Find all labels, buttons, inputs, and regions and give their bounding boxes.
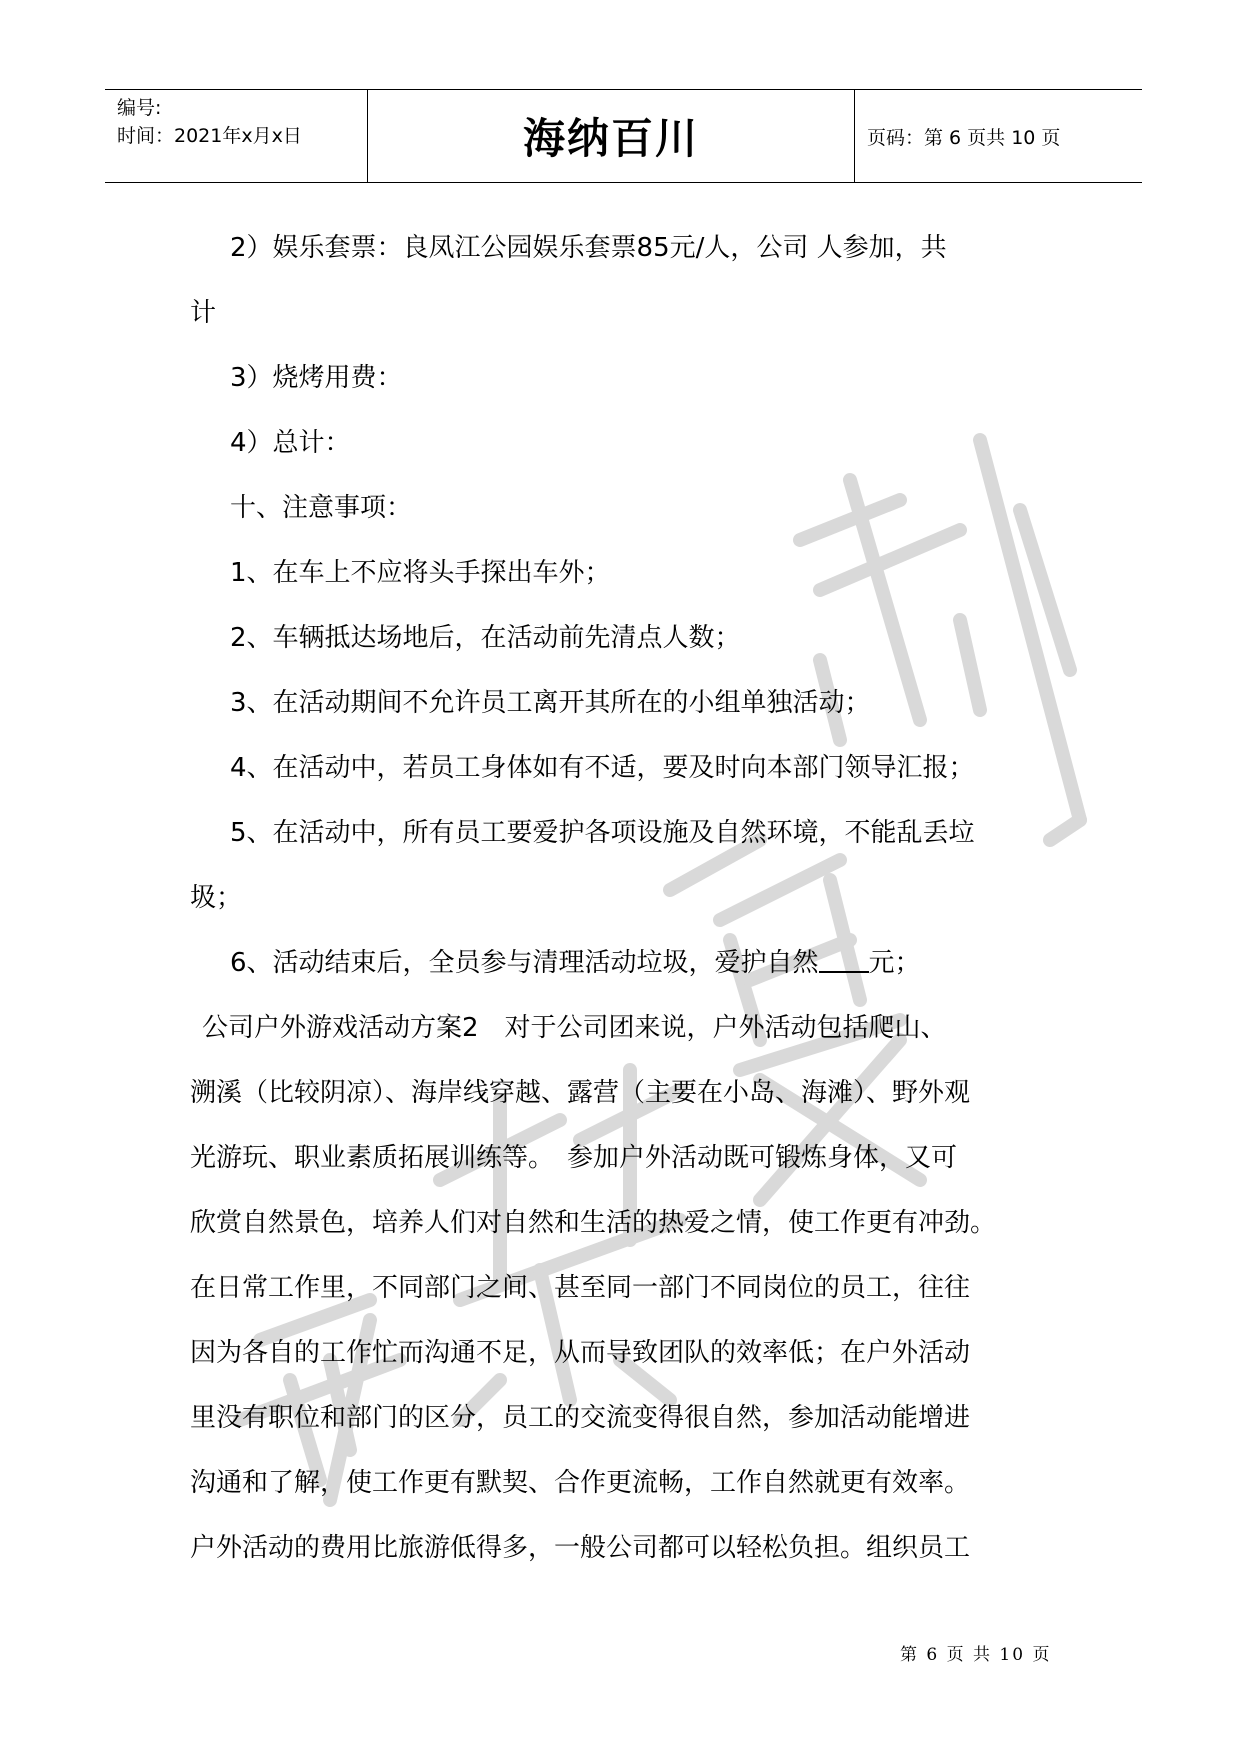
section-heading: 十、注意事项： [230, 493, 413, 523]
serial-label: 编号: [117, 97, 162, 119]
item6-suffix: 元； [868, 948, 921, 978]
text-line: 2）娱乐套票：良凤江公园娱乐套票85元/人，公司 人参加，共 [230, 233, 947, 263]
list-item: 5、在活动中，所有员工要爱护各项设施及自然环境，不能乱丢垃 [230, 818, 975, 848]
header-table [105, 89, 1142, 183]
paragraph-line: 欣赏自然景色，培养人们对自然和生活的热爱之情，使工作更有冲劲。 [190, 1208, 997, 1238]
blank-underline [819, 945, 869, 973]
paragraph-line: 公司户外游戏活动方案2 对于公司团来说，户外活动包括爬山、 [202, 1013, 947, 1043]
page-number-label: 页码：第 6 页共 10 页 [867, 126, 1061, 149]
paragraph-line: 光游玩、职业素质拓展训练等。 参加户外活动既可锻炼身体，又可 [190, 1143, 958, 1173]
list-item: 4、在活动中，若员工身体如有不适，要及时向本部门领导汇报； [230, 753, 975, 783]
list-item: 3、在活动期间不允许员工离开其所在的小组单独活动； [230, 688, 871, 718]
paragraph-line: 户外活动的费用比旅游低得多，一般公司都可以轻松负担。组织员工 [190, 1533, 971, 1563]
time-label: 时间：2021年x月x日 [117, 125, 302, 147]
list-item: 1、在车上不应将头手探出车外； [230, 558, 611, 588]
paragraph-line: 因为各自的工作忙而沟通不足，从而导致团队的效率低；在户外活动 [190, 1338, 971, 1368]
text-line: 计 [190, 298, 217, 328]
list-item-continuation: 圾； [190, 883, 243, 913]
item6-text: 6、活动结束后，全员参与清理活动垃圾，爱护自然 [230, 948, 819, 978]
footer-page-number: 第 6 页 共 10 页 [900, 1645, 1052, 1665]
text-line: 4）总计： [230, 428, 351, 458]
header-title: 海纳百川 [368, 90, 855, 182]
paragraph-line: 溯溪（比较阴凉）、海岸线穿越、露营（主要在小岛、海滩）、野外观 [190, 1078, 971, 1108]
paragraph-line: 在日常工作里，不同部门之间、甚至同一部门不同岗位的员工，往往 [190, 1273, 971, 1303]
paragraph-line: 里没有职位和部门的区分，员工的交流变得很自然，参加活动能增进 [190, 1403, 971, 1433]
list-item [190, 931, 1070, 996]
list-item: 2、车辆抵达场地后，在活动前先清点人数； [230, 623, 741, 653]
text-line: 3）烧烤用费： [230, 363, 403, 393]
header-left-cell [105, 90, 368, 182]
paragraph-line: 沟通和了解，使工作更有默契、合作更流畅，工作自然就更有效率。 [190, 1468, 971, 1498]
document-body [190, 216, 1070, 1581]
